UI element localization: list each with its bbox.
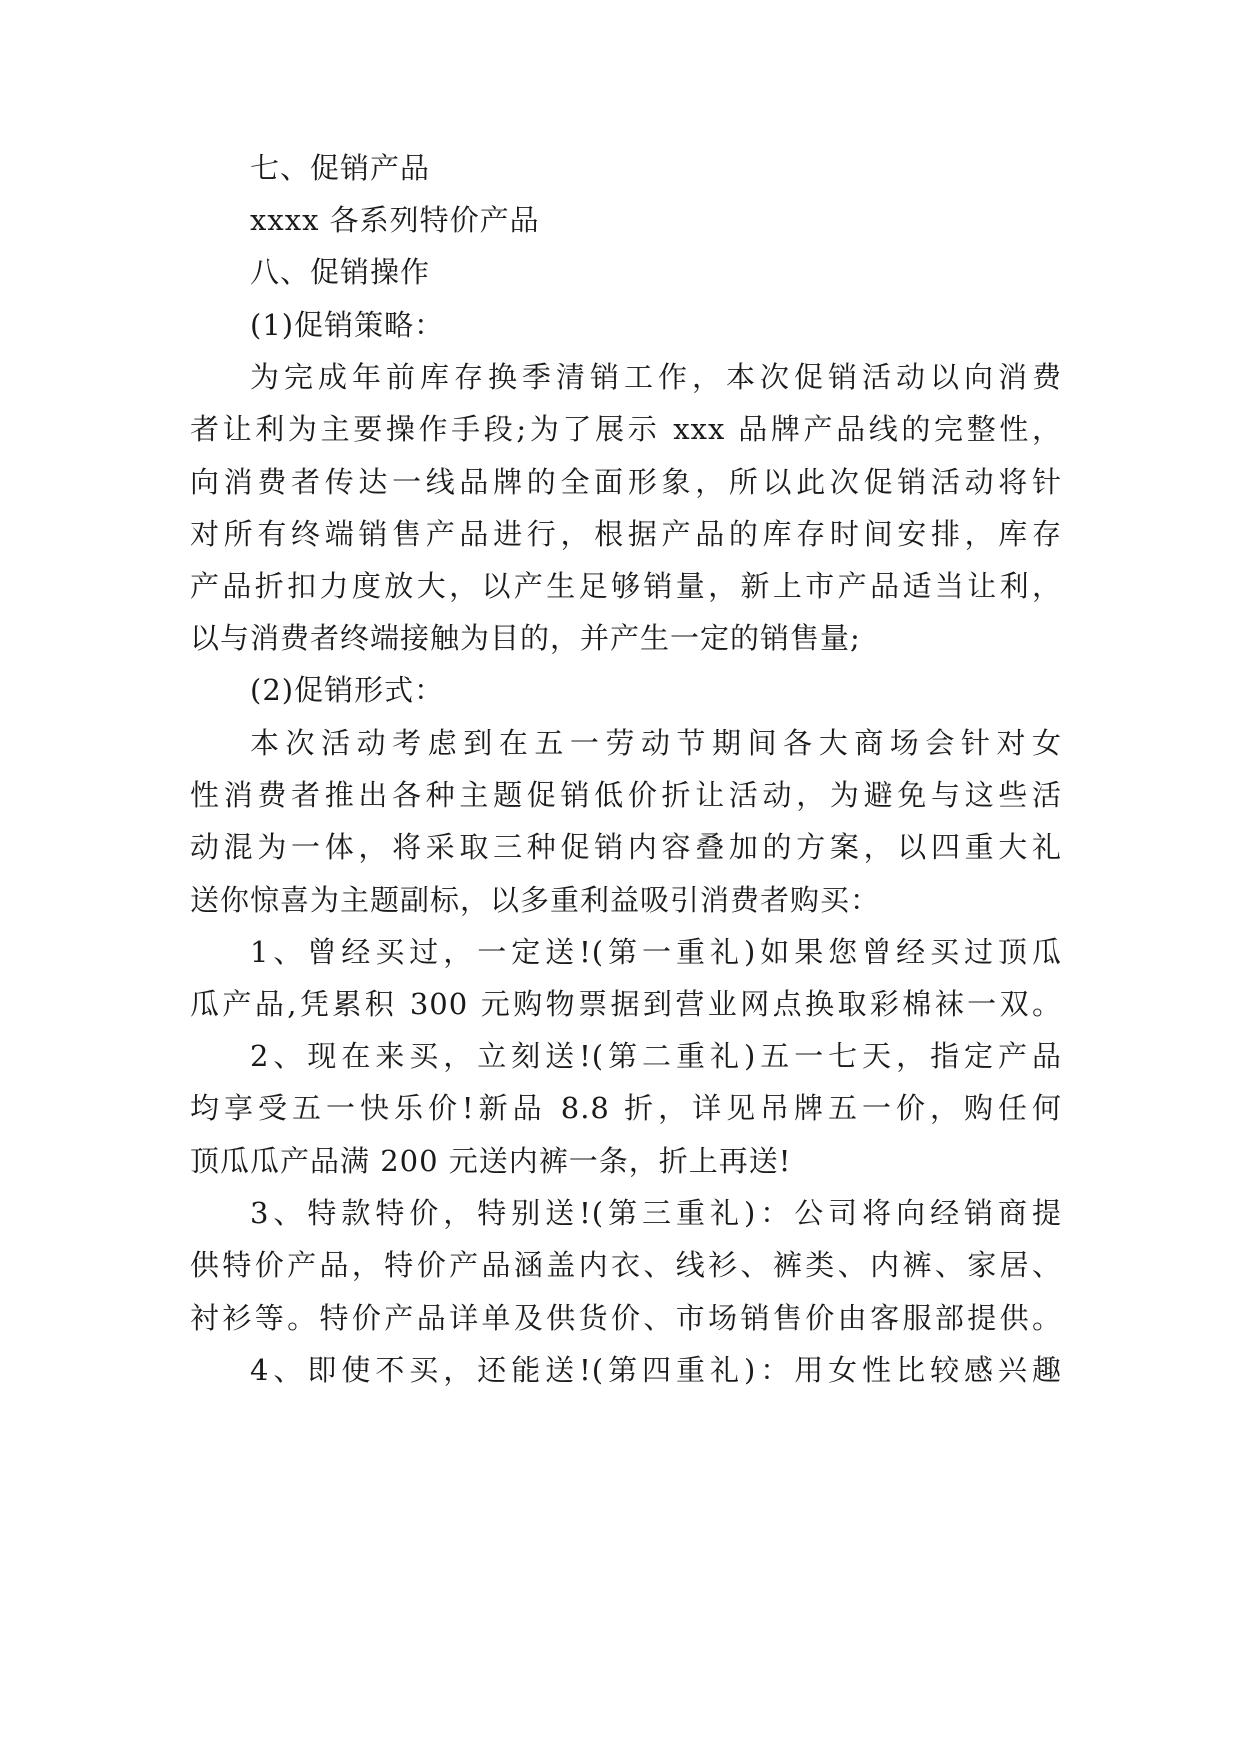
paragraph-line: 对所有终端销售产品进行，根据产品的库存时间安排，库存 [190, 517, 1062, 551]
paragraph-line: 送你惊喜为主题副标，以多重利益吸引消费者购买： [190, 883, 881, 917]
section-heading-promo-operation: 八、促销操作 [250, 255, 431, 289]
paragraph-line: 瓜产品,凭累积 300 元购物票据到营业网点换取彩棉袜一双。 [190, 987, 1062, 1021]
paragraph-line: xxxx 各系列特价产品 [250, 203, 540, 237]
subheading-promo-strategy: (1)促销策略： [250, 308, 445, 342]
paragraph-line: 为完成年前库存换季清销工作，本次促销活动以向消费 [250, 360, 1062, 394]
paragraph-line: 顶瓜瓜产品满 200 元送内裤一条，折上再送! [190, 1144, 792, 1178]
list-item-2: 2、现在来买，立刻送!(第二重礼)五一七天，指定产品 [250, 1039, 1062, 1073]
paragraph-line: 产品折扣力度放大，以产生足够销量，新上市产品适当让利， [190, 569, 1062, 603]
paragraph-line: 均享受五一快乐价!新品 8.8 折，详见吊牌五一价，购任何 [190, 1091, 1062, 1125]
subheading-promo-form: (2)促销形式： [250, 673, 445, 707]
paragraph-line: 者让利为主要操作手段;为了展示 xxx 品牌产品线的完整性， [190, 412, 1062, 446]
list-item-4: 4、即使不买，还能送!(第四重礼)：用女性比较感兴趣 [250, 1353, 1062, 1387]
paragraph-line: 供特价产品，特价产品涵盖内衣、线衫、裤类、内裤、家居、 [190, 1248, 1062, 1282]
paragraph-line: 向消费者传达一线品牌的全面形象，所以此次促销活动将针 [190, 465, 1062, 499]
paragraph-line: 性消费者推出各种主题促销低价折让活动，为避免与这些活 [190, 778, 1062, 812]
list-item-3: 3、特款特价，特别送!(第三重礼)：公司将向经销商提 [250, 1196, 1062, 1230]
list-item-1: 1、曾经买过，一定送!(第一重礼)如果您曾经买过顶瓜 [250, 935, 1062, 969]
paragraph-line: 本次活动考虑到在五一劳动节期间各大商场会针对女 [250, 726, 1062, 760]
section-heading-promo-products: 七、促销产品 [250, 151, 431, 185]
paragraph-line: 动混为一体，将采取三种促销内容叠加的方案，以四重大礼 [190, 830, 1062, 864]
paragraph-line: 以与消费者终端接触为目的，并产生一定的销售量; [190, 621, 861, 655]
paragraph-line: 衬衫等。特价产品详单及供货价、市场销售价由客服部提供。 [190, 1301, 1062, 1335]
